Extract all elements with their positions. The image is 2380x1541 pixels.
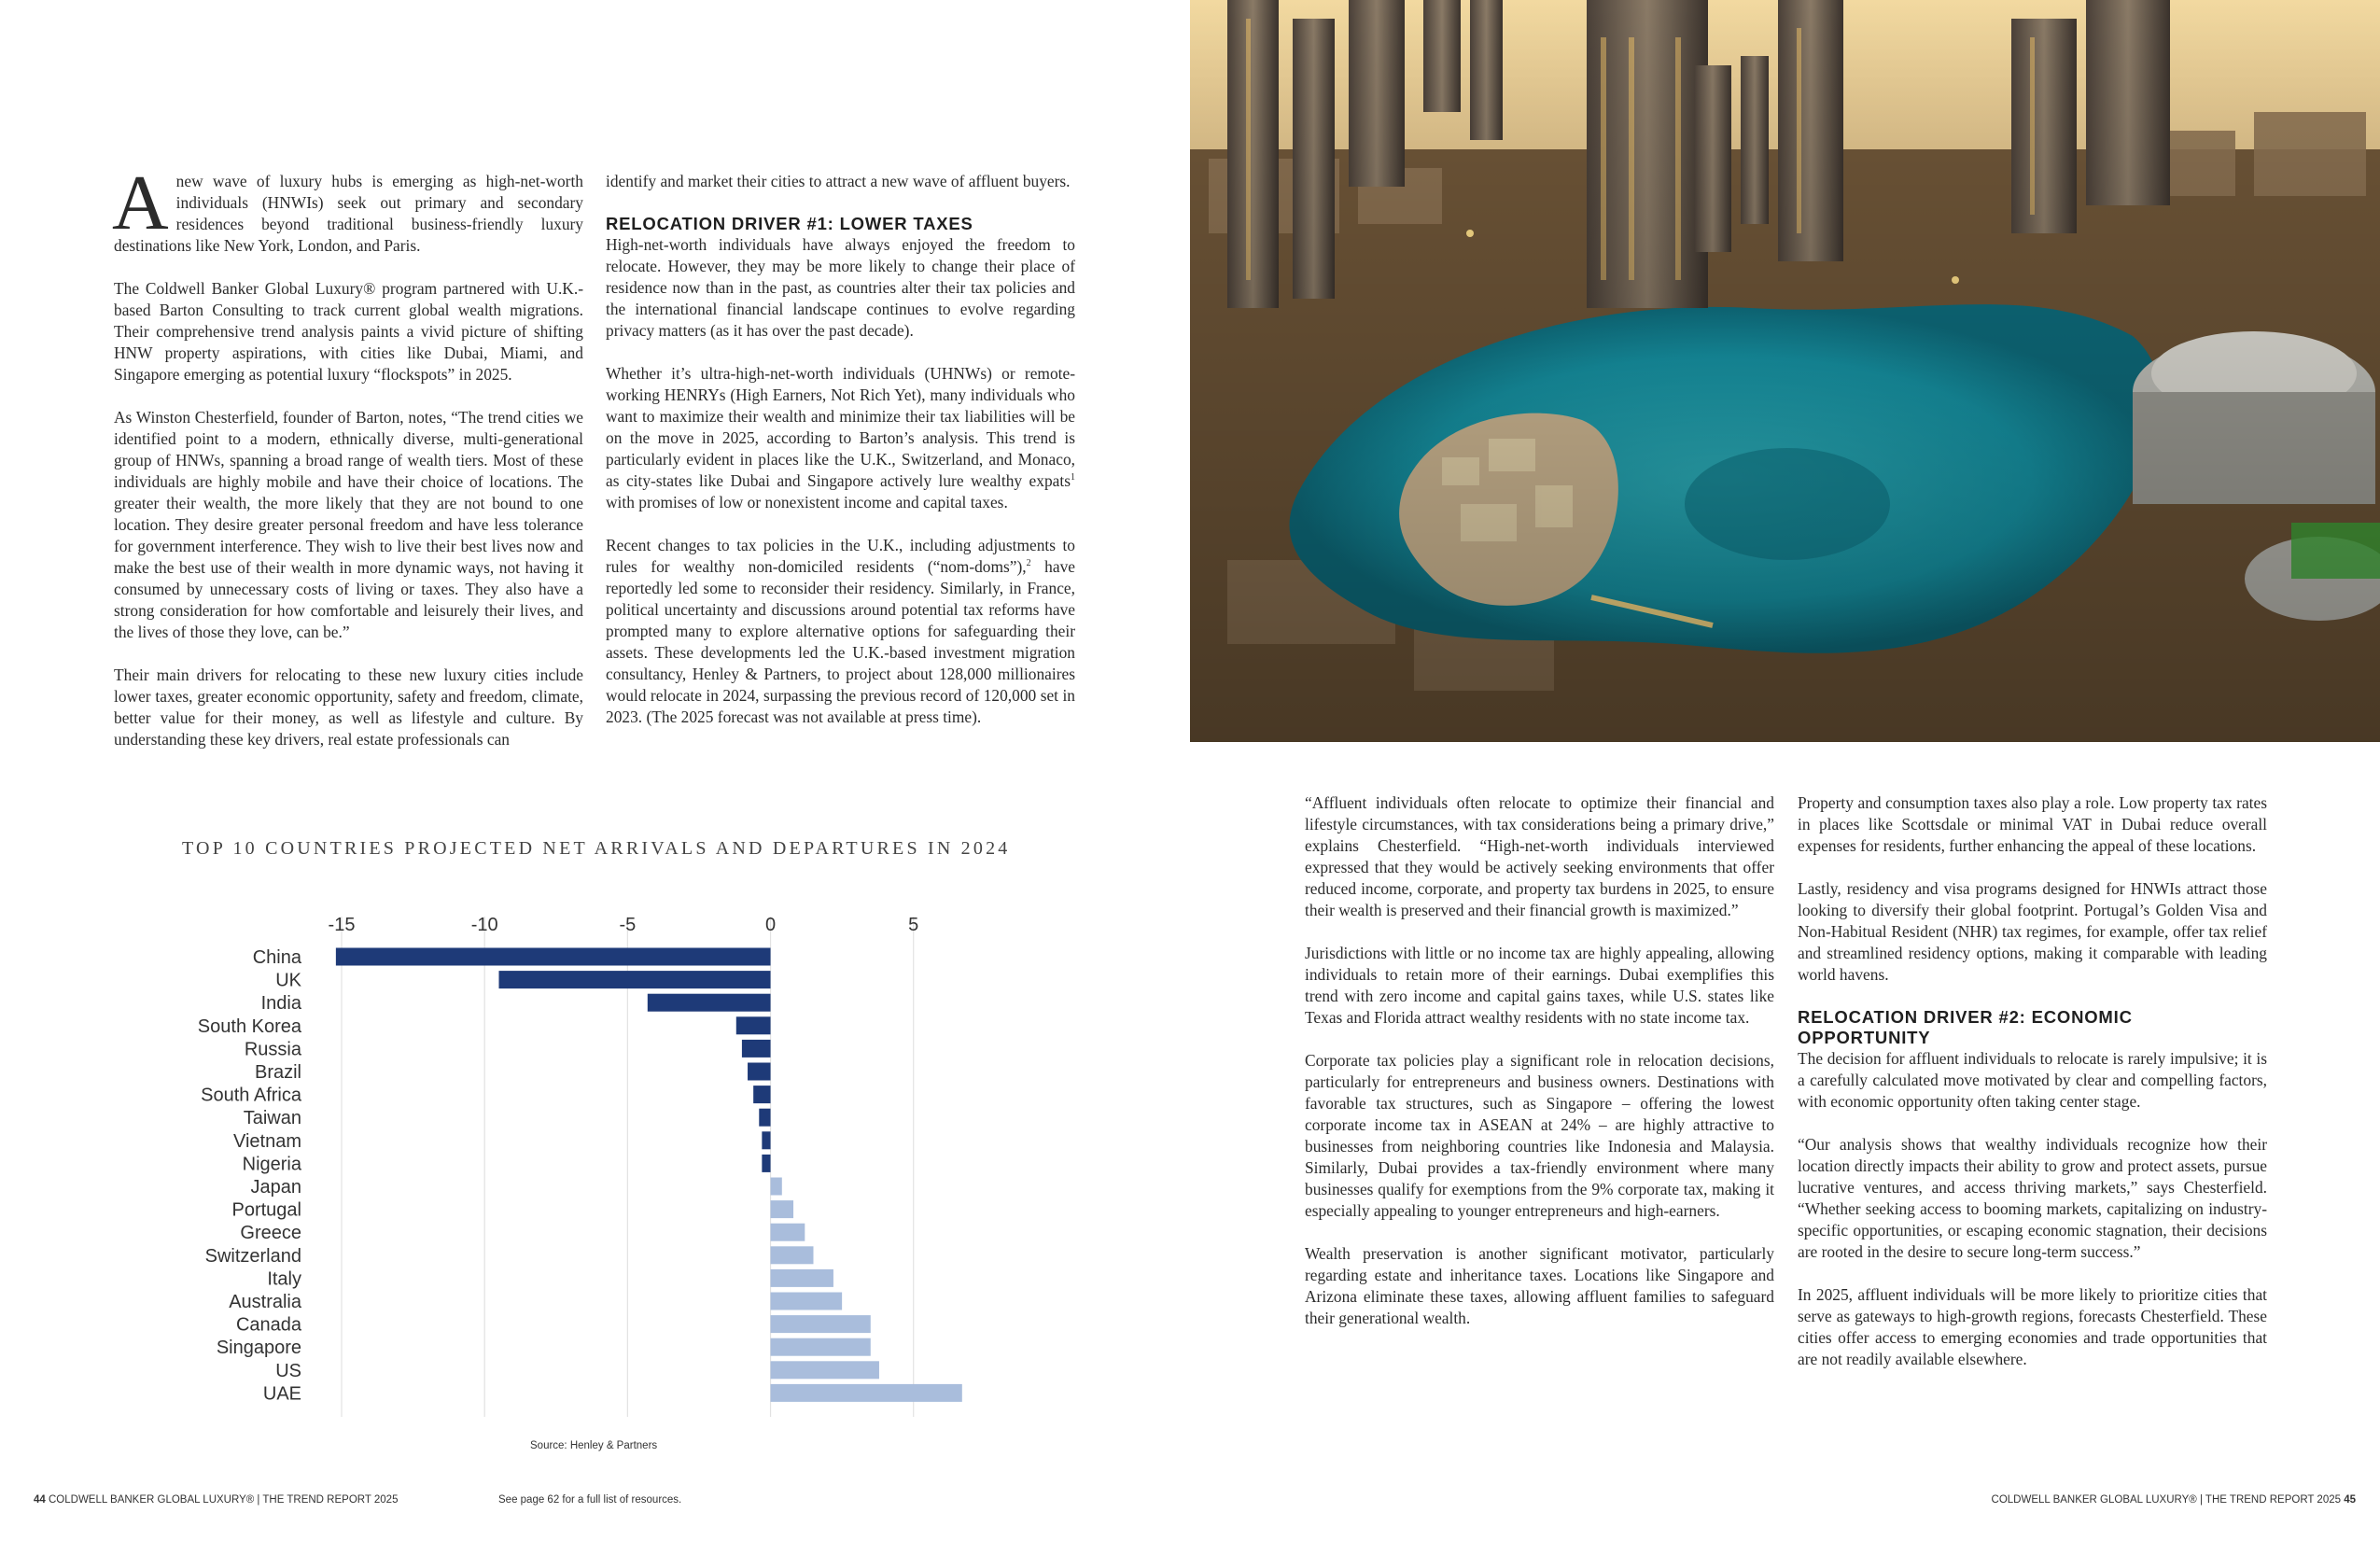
paragraph: identify and market their cities to attract a new wave of affluent buyers. xyxy=(606,172,1071,190)
bar-australia xyxy=(771,1293,843,1310)
x-tick-label: -15 xyxy=(328,915,356,935)
bar-greece xyxy=(771,1224,805,1241)
category-label: Vietnam xyxy=(232,1130,301,1152)
category-label: US xyxy=(275,1360,301,1381)
x-tick-label: 0 xyxy=(764,915,777,935)
category-label: Taiwan xyxy=(243,1108,301,1129)
category-label: Italy xyxy=(267,1268,301,1290)
paragraph: Recent changes to tax policies in the U.K., including adjustments to rules for wealthy non-domiciled residents (“nom-doms”),$^2$ have reportedly led some to reconsider their residency. Similarly, in France, political uncertainty and discussions around potential tax reforms have prompted many to explore alternative options for safeguarding their assets. These developments led the U.K.-based investment migration consultancy, Henley & Partners, to project about 128,000 millionaires would relocate in 2024, surpassing the previous record of 120,000 set in 2023. (The 2025 forecast was not available at press time). xyxy=(606,536,1075,726)
city-photo-illustration xyxy=(1190,0,2380,742)
paragraph: Their main drivers for relocating to these new luxury cities include lower taxes, greater economic opportunity, safety and freedom, climate, better value for their money, as well as lifestyle and culture. By understanding these key drivers, real estate professionals can xyxy=(114,665,583,749)
paragraph: Lastly, residency and visa programs designed for HNWIs attract those looking to diversify their global footprint. Portugal’s Golden Visa and Non-Habitual Resident (NHR) tax regimes, for example, offer tax relief and streamlined residency options, making it comparable with leading world havens. xyxy=(1798,879,2267,984)
category-label: Greece xyxy=(240,1223,301,1244)
bar-us xyxy=(771,1361,879,1379)
category-label: China xyxy=(252,947,301,968)
paragraph: Property and consumption taxes also play a role. Low property tax rates in places like Scottsdale or minimal VAT in Dubai reduce overall expenses for residents, further enhancing the appeal of these locations. xyxy=(1798,793,2267,855)
article-column-2 xyxy=(606,171,1075,728)
paragraph: As Winston Chesterfield, founder of Barton, notes, “The trend cities we identified point to a modern, ethnically diverse, multi-generational group of HNWs, spanning a broad range of wealth tiers. Most of these individuals are highly mobile and have their choice of locations. The greater their wealth, the more likely that they are not bound to one location. They desire greater personal freedom and have less tolerance for government interference. They wish to live their best lives now and make the best use of their wealth in more dynamic ways, not having it consumed by unnecessary costs of living or taxes. They also have a strong consideration for how comfortable and leisurely their lives, and the lives of those they love, can be.” xyxy=(114,408,583,641)
bar-india xyxy=(648,994,771,1012)
category-label: Nigeria xyxy=(242,1154,301,1175)
category-label: South Africa xyxy=(201,1085,301,1106)
bar-south-korea xyxy=(736,1016,771,1034)
section-heading: RELOCATION DRIVER #1: LOWER TAXES xyxy=(606,214,973,233)
footer-right: COLDWELL BANKER GLOBAL LUXURY® | THE TREND REPORT 2025 45 xyxy=(1991,1494,2356,1506)
category-label: India xyxy=(260,993,301,1015)
paragraph: “Affluent individuals often relocate to optimize their financial and lifestyle circumstances, with tax considerations being a primary drive,” explains Chesterfield. “High-net-worth individuals interviewed expressed that they would be actively seeking environments that offer reduced income, corporate, and property tax burdens in 2025, to ensure their wealth is preserved and their financial growth is maximized.” xyxy=(1305,793,1774,919)
bar-switzerland xyxy=(771,1246,814,1264)
article-column-4 xyxy=(1798,792,2267,1370)
category-label: Russia xyxy=(244,1039,301,1060)
article-column-1 xyxy=(112,160,583,750)
bar-russia xyxy=(742,1040,771,1058)
bar-uk xyxy=(499,971,771,988)
footer-note: See page 62 for a full list of resources. xyxy=(498,1494,682,1506)
footnote-ref: 2 xyxy=(1026,558,1031,569)
category-label: Japan xyxy=(250,1177,301,1198)
x-tick-label: 5 xyxy=(908,915,919,935)
category-label: Portugal xyxy=(231,1199,301,1221)
page-number: 44 xyxy=(34,1494,46,1506)
bar-canada xyxy=(771,1315,871,1333)
category-label: UK xyxy=(275,970,301,991)
category-label: Switzerland xyxy=(204,1245,301,1267)
bar-nigeria xyxy=(762,1155,770,1172)
paragraph: “Our analysis shows that wealthy individuals recognize how their location directly impacts their ability to grow and protect assets, pursue lucrative ventures, and access thriving markets,” says Chesterfield. “Whether seeking access to booming markets, capitalizing on industry-specific opportunities, or escaping economic stagnation, their decisions are rooted in the desire to secure long-term success.” xyxy=(1798,1135,2267,1261)
x-tick-label: -10 xyxy=(470,915,498,935)
bar-south-africa xyxy=(753,1086,770,1103)
paragraph: The Coldwell Banker Global Luxury® program partnered with U.K.-based Barton Consulting to track current global wealth migrations. Their comprehensive trend analysis paints a vivid picture of shifting HNW property aspirations, with cities like Dubai, Miami, and Singapore emerging as potential luxury “flockspots” in 2025. xyxy=(114,279,583,384)
paragraph: In 2025, affluent individuals will be more likely to prioritize cities that serve as gateways to high-growth regions, forecasts Chesterfield. These cities offer access to emerging economies and trade opportunities that are not readily available elsewhere. xyxy=(1798,1285,2267,1368)
bar-china xyxy=(336,948,771,966)
category-label: UAE xyxy=(262,1383,301,1405)
category-label: South Korea xyxy=(197,1016,301,1037)
paragraph: Corporate tax policies play a significant role in relocation decisions, particularly for entrepreneurs and business owners. Destinations with favorable tax structures, such as Singapore – offering the lowest corporate income tax in ASEAN at 24% – are highly attractive to businesses from neighboring countries like Indonesia and Malaysia. Similarly, Dubai provides a tax-friendly environment where many businesses qualify for exemptions from the 9% corporate tax, making it especially appealing to younger entrepreneurs and high-earners. xyxy=(1305,1051,1774,1220)
dubai-aerial-photo xyxy=(1190,0,2380,742)
chart-source: Source: Henley & Partners xyxy=(530,1440,658,1451)
category-label: Singapore xyxy=(216,1338,301,1359)
bar-taiwan xyxy=(759,1109,770,1127)
intro-paragraph: Anew wave of luxury hubs is emerging as high-net-worth individuals (HNWIs) seek out primary and secondary residences beyond traditional business-friendly luxury destinations like New York, London, and Paris. xyxy=(112,160,583,255)
x-tick-label: -5 xyxy=(619,915,637,935)
footnote-ref: 1 xyxy=(1071,472,1075,483)
bar-japan xyxy=(771,1178,782,1196)
paragraph: High-net-worth individuals have always enjoyed the freedom to relocate. However, they may be more likely to change their place of residence now than in the past, as countries alter their tax policies and the international financial landscape continues to evolve regarding privacy matters (as it has over the past decade). xyxy=(606,235,1075,340)
category-label: Canada xyxy=(235,1314,301,1336)
article-column-3 xyxy=(1305,792,1774,1329)
bar-portugal xyxy=(771,1200,794,1218)
footer-left: 44 COLDWELL BANKER GLOBAL LUXURY® | THE TREND REPORT 2025 xyxy=(34,1494,399,1506)
chart-title: TOP 10 COUNTRIES PROJECTED NET ARRIVALS AND DEPARTURES IN 2024 xyxy=(182,838,1011,859)
category-label: Australia xyxy=(229,1292,301,1312)
page-number: 45 xyxy=(2344,1494,2356,1506)
category-label: Brazil xyxy=(254,1062,301,1083)
bar-uae xyxy=(771,1384,962,1402)
bar-vietnam xyxy=(762,1131,770,1149)
paragraph: Wealth preservation is another significant motivator, particularly regarding estate and inheritance taxes. Locations like Singapore and Arizona eliminate these taxes, allowing affluent families to safeguard their generational wealth. xyxy=(1305,1244,1774,1327)
paragraph: Jurisdictions with little or no income tax are highly appealing, allowing individuals to retain more of their earnings. Dubai exemplifies this trend with zero income and capital gains taxes, while U.S. states like Texas and Florida attract wealthy residents with no state income tax. xyxy=(1305,944,1774,1027)
section-heading: RELOCATION DRIVER #2: ECONOMIC OPPORTUNITY xyxy=(1798,1007,2133,1047)
paragraph: Whether it’s ultra-high-net-worth individuals (UHNWs) or remote-working HENRYs (High Earners, Not Rich Yet), many individuals who want to maximize their wealth and minimize their tax liabilities will be on the move in 2025, according to Barton’s analysis. This trend is particularly evident in places like the U.K., Switzerland, and Monaco, as city-states like Dubai and Singapore actively lure wealthy expats$^1$ with promises of low or nonexistent income and capital taxes. xyxy=(606,364,1075,511)
bar-italy xyxy=(771,1269,833,1287)
bar-chart xyxy=(0,896,1027,1437)
bar-singapore xyxy=(771,1338,871,1356)
paragraph: The decision for affluent individuals to relocate is rarely impulsive; it is a carefully calculated move motivated by clear and compelling factors, with economic opportunity often taking center stage. xyxy=(1798,1049,2267,1111)
drop-cap: A xyxy=(112,160,169,246)
bar-brazil xyxy=(748,1063,771,1081)
